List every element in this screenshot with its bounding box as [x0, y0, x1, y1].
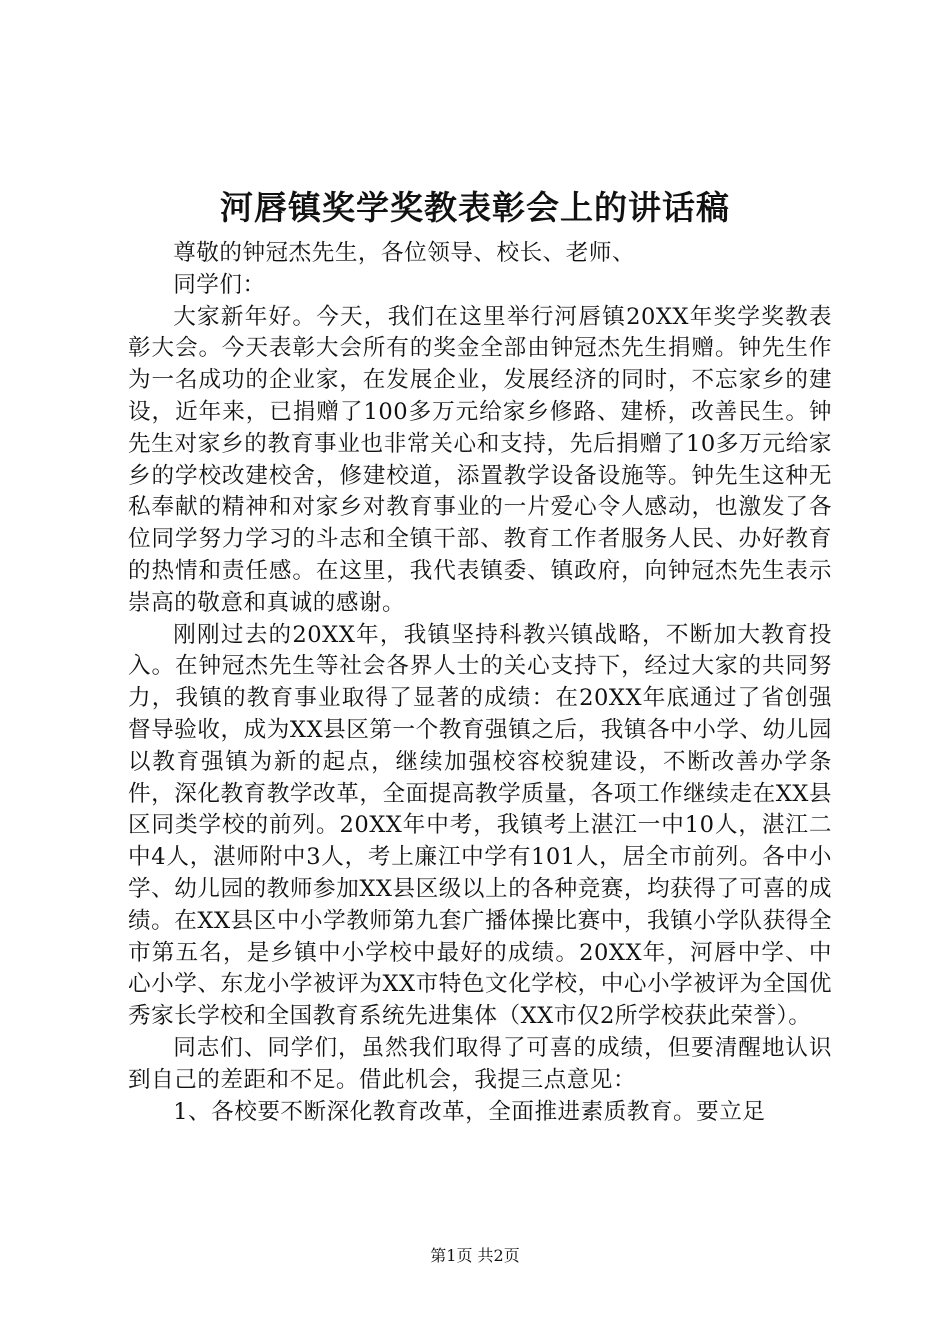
paragraph-2: 刚刚过去的20XX年，我镇坚持科教兴镇战略，不断加大教育投入。在钟冠杰先生等社会各界人士的关心支持下，经过大家的共同努力，我镇的教育事业取得了显著的成绩：在20XX年底通过了省创强督导验收，成为XX县区第一个教育强镇之后，我镇各中小学、幼儿园以教育强镇为新的起点，继续加强校容校貌建设，不断改善办学条件，深化教育教学改革，全面提高教学质量，各项工作继续走在XX县区同类学校的前列。20XX年中考，我镇考上湛江一中10人，湛江二中4人，湛师附中3人，考上廉江中学有101人，居全市前列。各中小学、幼儿园的教师参加XX县区级以上的各种竞赛，均获得了可喜的成绩。在XX县区中小学教师第九套广播体操比赛中，我镇小学队获得全市第五名，是乡镇中小学校中最好的成绩。20XX年，河唇中学、中心小学、东龙小学被评为XX市特色文化学校，中心小学被评为全国优秀家长学校和全国教育系统先进集体（XX市仅2所学校获此荣誉）。 [128, 621, 832, 1030]
salutation-line-1: 尊敬的钟冠杰先生，各位领导、校长、老师、 [173, 240, 636, 266]
page-footer: 第1页 共2页 [430, 1246, 520, 1265]
paragraph-1: 大家新年好。今天，我们在这里举行河唇镇20XX年奖学奖教表彰大会。今天表彰大会所有的奖金全部由钟冠杰先生捐赠。钟先生作为一名成功的企业家，在发展企业，发展经济的同时，不忘家乡的建设，近年来，已捐赠了100多万元给家乡修路、建桥，改善民生。钟先生对家乡的教育事业也非常关心和支持，先后捐赠了10多万元给家乡的学校改建校舍，修建校道，添置教学设备设施等。钟先生这种无私奉献的精神和对家乡对教育事业的一片爱心令人感动，也激发了各位同学努力学习的斗志和全镇干部、教育工作者服务人民、办好教育的热情和责任感。在这里，我代表镇委、镇政府，向钟冠杰先生表示崇高的敬意和真诚的感谢。 [128, 303, 832, 616]
document-body [128, 238, 832, 1128]
document-title: 河唇镇奖学奖教表彰会上的讲话稿 [220, 188, 730, 227]
salutation-line-2: 同学们： [173, 271, 266, 298]
paragraph-3: 同志们、同学们，虽然我们取得了可喜的成绩，但要清醒地认识到自己的差距和不足。借此机会，我提三点意见： [128, 1034, 832, 1093]
paragraph-4: 1、各校要不断深化教育改革，全面推进素质教育。要立足 [173, 1098, 766, 1125]
